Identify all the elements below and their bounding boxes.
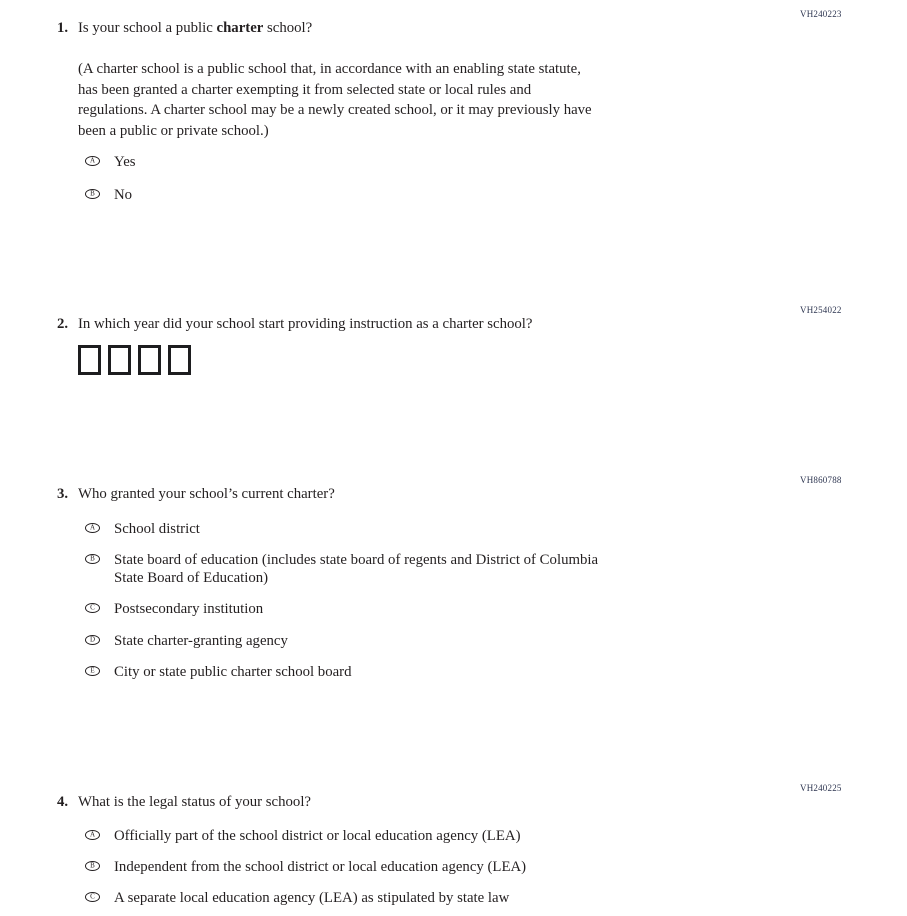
option-label: Officially part of the school district or local education agency (LEA) xyxy=(114,828,521,844)
option-row-yes[interactable] xyxy=(85,153,136,171)
option-label: City or state public charter school board xyxy=(114,664,352,680)
answer-bubble-B-icon[interactable]: B xyxy=(85,189,100,199)
item-code-3: VH860788 xyxy=(800,475,842,485)
option-label: School district xyxy=(114,521,200,537)
year-digit-box-4[interactable] xyxy=(168,345,191,375)
question-2-number: 2. xyxy=(57,316,69,332)
option-row-state-board[interactable] xyxy=(85,551,785,587)
question-1-text: Is your school a public charter school? xyxy=(78,20,313,36)
question-2-text: In which year did your school start providing instruction as a charter school? xyxy=(78,316,533,332)
option-row-no[interactable] xyxy=(85,186,132,204)
year-digit-box-1[interactable] xyxy=(78,345,101,375)
question-4-number: 4. xyxy=(57,794,69,810)
option-label: Postsecondary institution xyxy=(114,601,264,617)
year-digit-box-3[interactable] xyxy=(138,345,161,375)
option-label: Yes xyxy=(114,154,136,170)
item-code-4: VH240225 xyxy=(800,783,842,793)
option-row-city-state-board[interactable] xyxy=(85,663,352,681)
year-digit-boxes xyxy=(78,345,191,375)
option-row-state-charter-agency[interactable] xyxy=(85,632,288,650)
question-3-row xyxy=(57,485,335,504)
item-code-2: VH254022 xyxy=(800,305,842,315)
question-2-row xyxy=(57,315,532,334)
option-row-independent[interactable] xyxy=(85,858,526,876)
answer-bubble-D-icon[interactable]: D xyxy=(85,635,100,645)
question-4-row xyxy=(57,793,311,812)
answer-bubble-A-icon[interactable]: A xyxy=(85,830,100,840)
answer-bubble-A-icon[interactable]: A xyxy=(85,523,100,533)
item-code-1: VH240223 xyxy=(800,9,842,19)
answer-bubble-C-icon[interactable]: C xyxy=(85,603,100,613)
question-1-definition-note: (A charter school is a public school that, in accordance with an enabling state statute, has been granted a charter exempting it from selected state or local rules and regulations. A charter school may be a newly created school, or it may previously have been a public or private school.) xyxy=(78,61,592,139)
question-1-number: 1. xyxy=(57,20,69,36)
option-label: No xyxy=(114,187,133,203)
question-4-text: What is the legal status of your school? xyxy=(78,794,311,810)
question-3-number: 3. xyxy=(57,486,69,502)
question-1-row xyxy=(57,19,312,38)
option-label: State charter-granting agency xyxy=(114,633,288,649)
answer-bubble-A-icon[interactable]: A xyxy=(85,156,100,166)
option-row-school-district[interactable] xyxy=(85,520,200,538)
option-label: A separate local education agency (LEA) as stipulated by state law xyxy=(114,890,510,906)
answer-bubble-E-icon[interactable]: E xyxy=(85,666,100,676)
year-digit-box-2[interactable] xyxy=(108,345,131,375)
option-label: Independent from the school district or local education agency (LEA) xyxy=(114,859,527,875)
answer-bubble-B-icon[interactable]: B xyxy=(85,554,100,564)
answer-bubble-B-icon[interactable]: B xyxy=(85,861,100,871)
question-3-text: Who granted your school’s current charter? xyxy=(78,486,335,502)
option-label: State board of education (includes state board of regents and District of Columbia State Board of Education) xyxy=(114,552,599,586)
option-row-part-of-district[interactable] xyxy=(85,827,521,845)
option-row-separate-lea[interactable] xyxy=(85,889,509,907)
option-row-postsecondary[interactable] xyxy=(85,600,263,618)
answer-bubble-C-icon[interactable]: C xyxy=(85,892,100,902)
